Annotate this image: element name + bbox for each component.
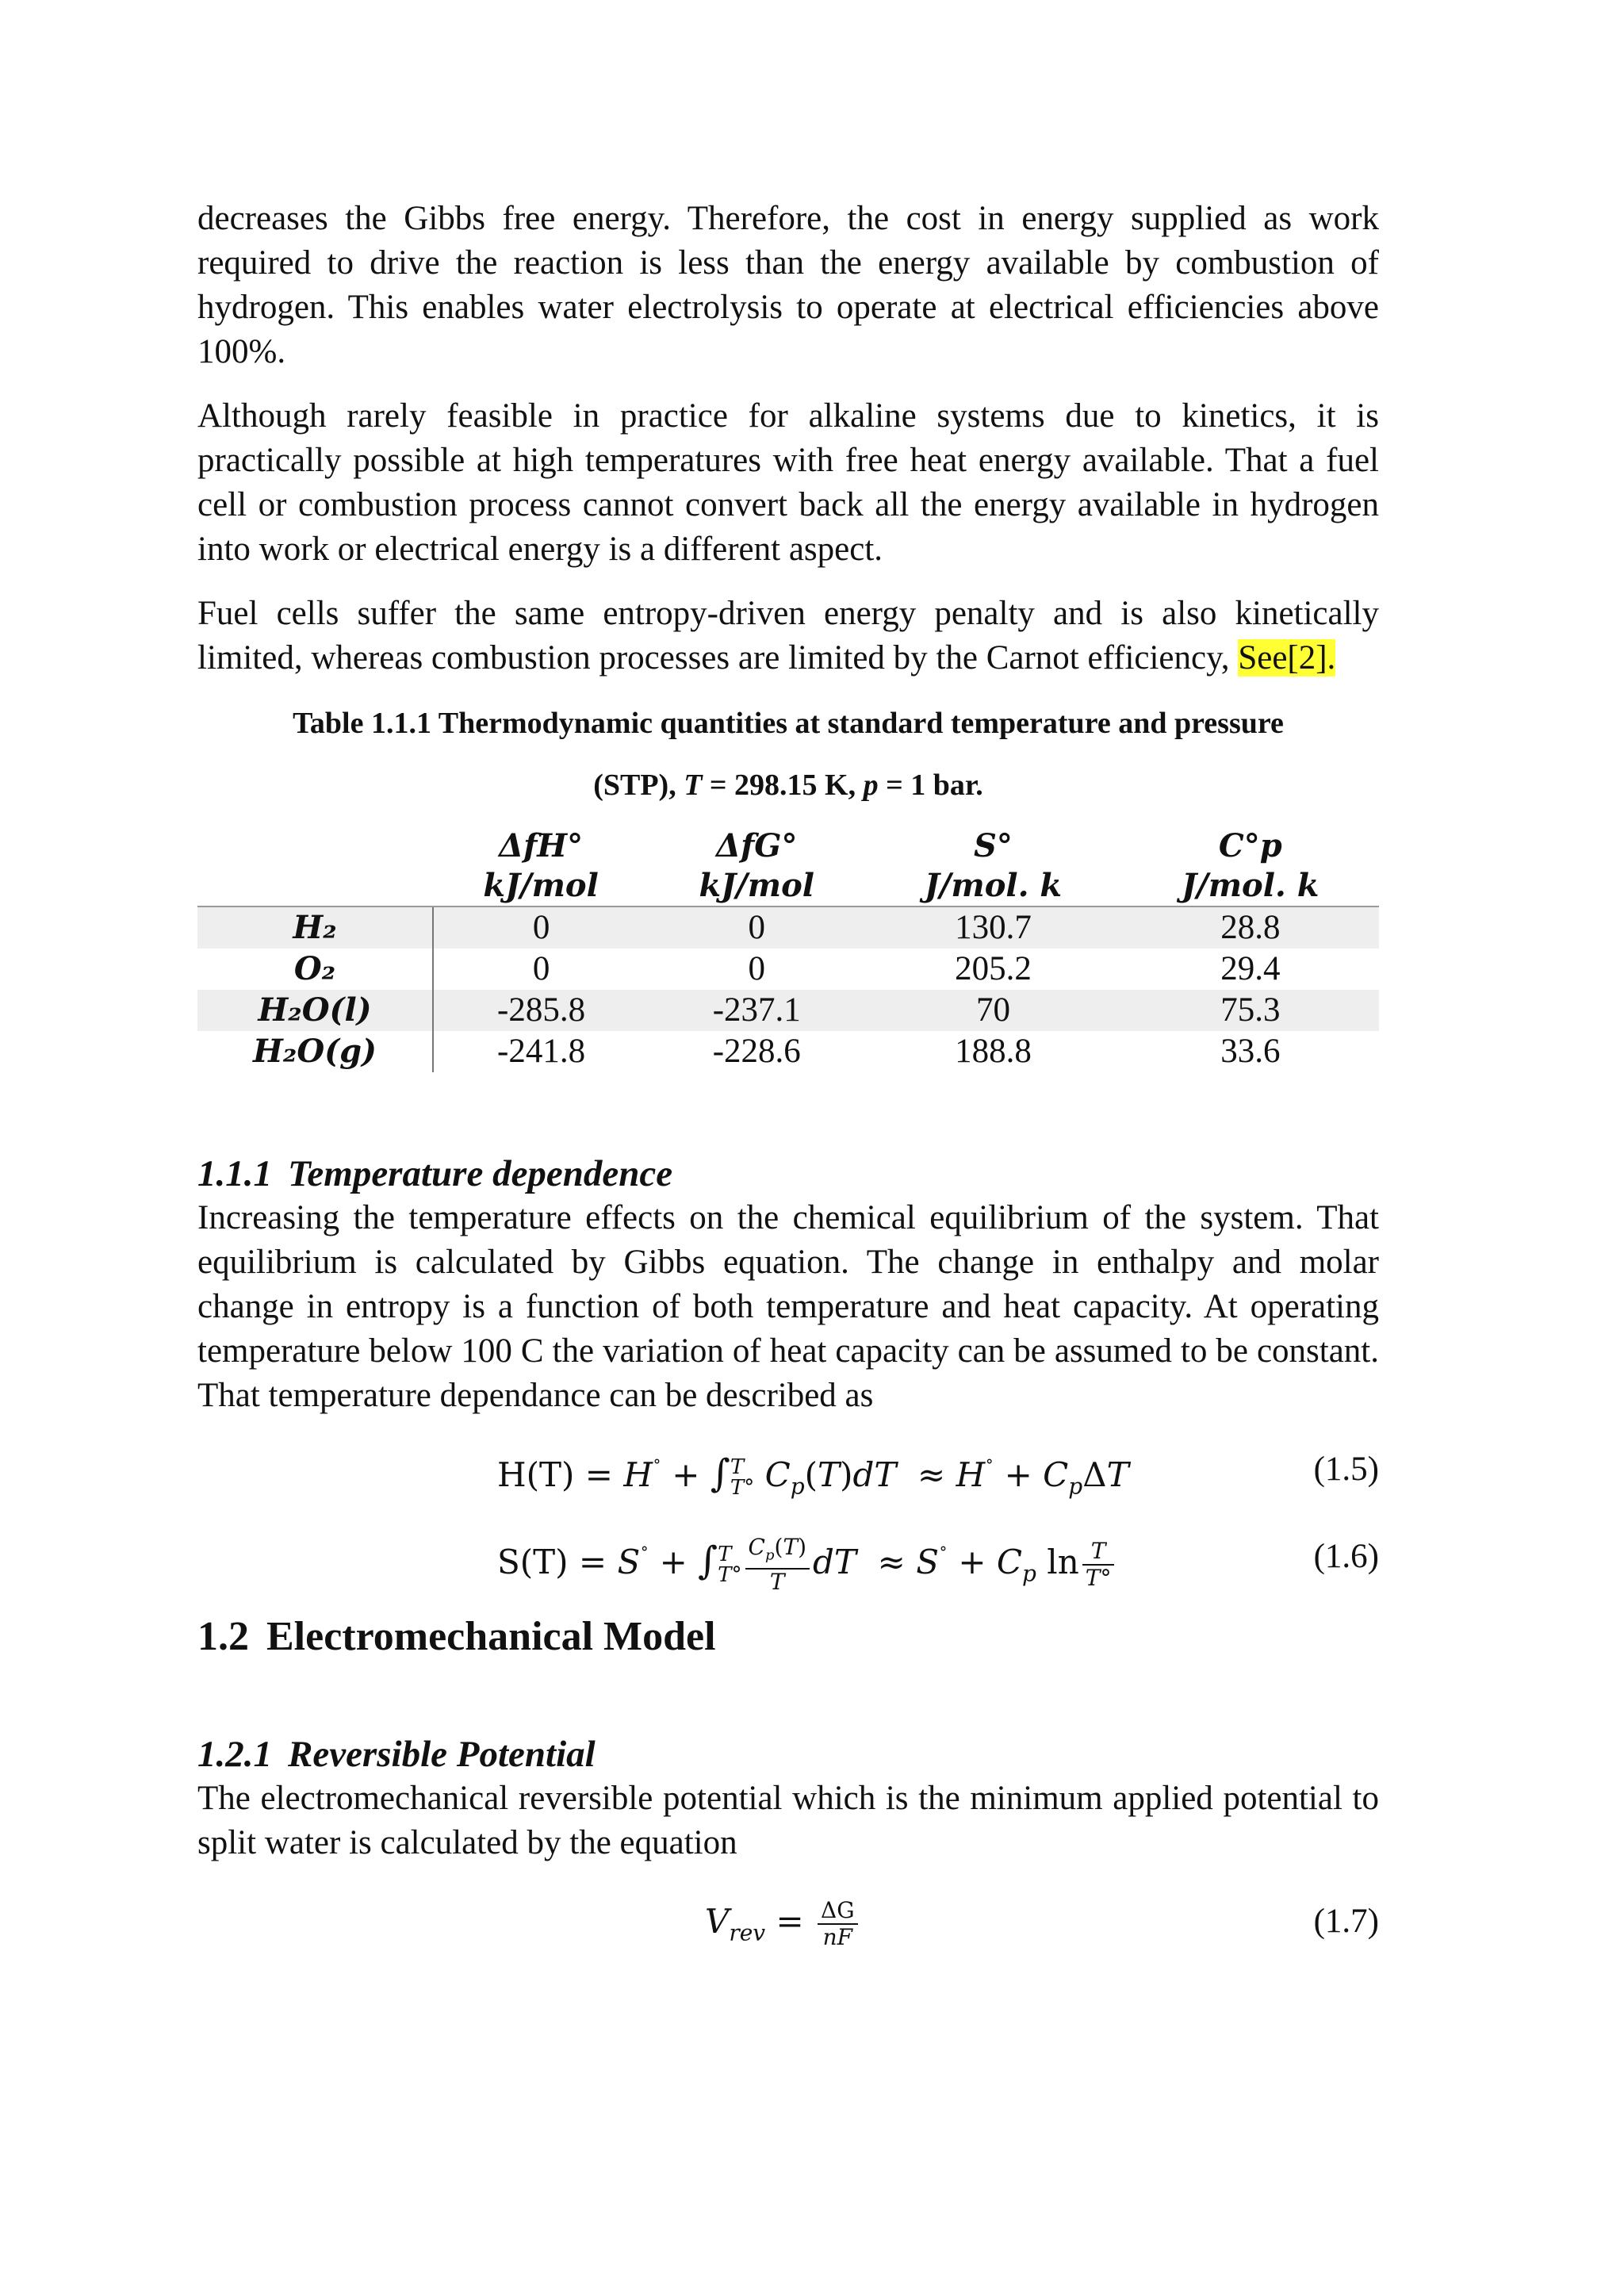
heading-number: 1.2 xyxy=(197,1614,249,1659)
paragraph-fuel-cells xyxy=(197,592,1379,680)
equation-1-7 xyxy=(197,1886,1379,1957)
row-species: H₂O(g) xyxy=(197,1031,433,1072)
table-cell: 0 xyxy=(532,950,550,987)
table-cell: 29.4 xyxy=(1220,950,1281,987)
equation-1-5 xyxy=(197,1434,1379,1505)
paragraph-reversible-potential: The electromechanical reversible potential which is the minimum applied potential to split water is calculated by the equation xyxy=(197,1780,1379,1861)
table-cell: 33.6 xyxy=(1220,1033,1281,1070)
table-row xyxy=(197,949,1379,990)
header-unit: J/mol. k xyxy=(924,867,1063,904)
table-cell: -228.6 xyxy=(712,1033,801,1070)
heading-title: Electromechanical Model xyxy=(266,1614,716,1659)
caption-pressure: = 1 bar. xyxy=(878,769,983,802)
row-species: H₂ xyxy=(197,907,433,949)
table-header-row xyxy=(197,825,1379,907)
heading-temperature-dependence xyxy=(197,1152,672,1196)
table-row xyxy=(197,1031,1379,1072)
table-cell: 28.8 xyxy=(1122,907,1379,949)
table-caption-line1: Table 1.1.1 Thermodynamic quantities at standard temperature and pressure xyxy=(293,707,1284,740)
header-symbol: ΔfH° xyxy=(499,827,584,864)
table-cell: 130.7 xyxy=(864,907,1121,949)
table-cell: 0 xyxy=(433,907,649,949)
table-cell: 70 xyxy=(864,990,1121,1031)
row-species: H₂O(l) xyxy=(197,990,433,1031)
table-cell: -237.1 xyxy=(649,990,864,1031)
equation-number: (1.5) xyxy=(1313,1451,1379,1488)
heading-title: Reversible Potential xyxy=(288,1734,596,1775)
header-entropy xyxy=(864,825,1121,907)
heading-number: 1.1.1 xyxy=(197,1153,272,1194)
paragraph-feasibility: Although rarely feasible in practice for alkaline systems due to kinetics, it is practically possible at high temperatures with free heat energy available. That a fuel cell or combustion process cannot convert back all the energy available in hydrogen into work or electrical energy is a different aspect. xyxy=(197,397,1379,568)
table-cell: 205.2 xyxy=(955,950,1032,987)
citation-highlight: See[2]. xyxy=(1238,639,1336,677)
header-unit: kJ/mol xyxy=(699,867,814,904)
table-row xyxy=(197,990,1379,1031)
equation-1-5-body: H(T) = H˚ + ∫ T T° $C_p(T)dT \approx H^˚ + C_p\Delta T$ xyxy=(497,1451,1129,1500)
paragraph-temperature: Increasing the temperature effects on the chemical equilibrium of the system. That equilibrium is calculated by Gibbs equation. The change in enthalpy and molar change in entropy is a function of both temperature and heat capacity. At operating temperature below 100 C the variation of heat capacity can be assumed to be constant. That temperature dependance can be described as xyxy=(197,1199,1379,1414)
table-cell: 75.3 xyxy=(1122,990,1379,1031)
header-heat-capacity xyxy=(1122,825,1379,907)
caption-temperature: = 298.15 K, xyxy=(702,769,864,802)
table-row xyxy=(197,907,1379,949)
header-unit: J/mol. k xyxy=(1182,867,1320,904)
row-species: O₂ xyxy=(197,949,433,990)
header-symbol: C°p xyxy=(1218,827,1282,864)
caption-stp: (STP), xyxy=(593,769,684,802)
heading-electromechanical-model xyxy=(197,1613,716,1661)
heading-number: 1.2.1 xyxy=(197,1734,272,1775)
header-symbol: ΔfG° xyxy=(716,827,798,864)
table-cell: 188.8 xyxy=(955,1033,1032,1070)
equation-number: (1.7) xyxy=(1313,1903,1379,1940)
paragraph-gibbs: decreases the Gibbs free energy. Therefore, the cost in energy supplied as work required to drive the reaction is less than the energy available by combustion of hydrogen. This enables water electrolysis to operate at electrical efficiencies above 100%. xyxy=(197,200,1379,370)
fuel-cells-text: Fuel cells suffer the same entropy-driven energy penalty and is also kinetically limited, whereas combustion processes are limited by the Carnot efficiency, xyxy=(197,595,1379,677)
caption-t-symbol: T xyxy=(684,769,703,802)
table-cell: -241.8 xyxy=(497,1033,586,1070)
thermodynamic-table xyxy=(197,825,1379,1072)
header-enthalpy xyxy=(433,825,649,907)
equation-1-6 xyxy=(197,1521,1379,1596)
header-gibbs xyxy=(649,825,864,907)
header-symbol: S° xyxy=(974,827,1013,864)
table-cell: 0 xyxy=(748,950,765,987)
heading-reversible-potential xyxy=(197,1732,596,1777)
equation-1-7-body: $V_{rev}$ = $\frac{\Delta G}{nF}$ xyxy=(705,1886,861,1968)
table-cell: 0 xyxy=(649,907,864,949)
equation-1-6-body: S(T) = S˚ + ∫ T T° $\frac{C_p(T)}{T}$ dT ≈ $S^˚ + C_p$ ln $\frac{T}{T^\circ}$ xyxy=(497,1521,1117,1609)
heading-title: Temperature dependence xyxy=(288,1153,673,1194)
caption-p-symbol: p xyxy=(863,769,879,802)
table-corner xyxy=(197,825,433,907)
table-cell: -285.8 xyxy=(433,990,649,1031)
equation-number: (1.6) xyxy=(1313,1538,1379,1575)
header-unit: kJ/mol xyxy=(483,867,599,904)
table-caption-line2 xyxy=(197,768,1379,803)
